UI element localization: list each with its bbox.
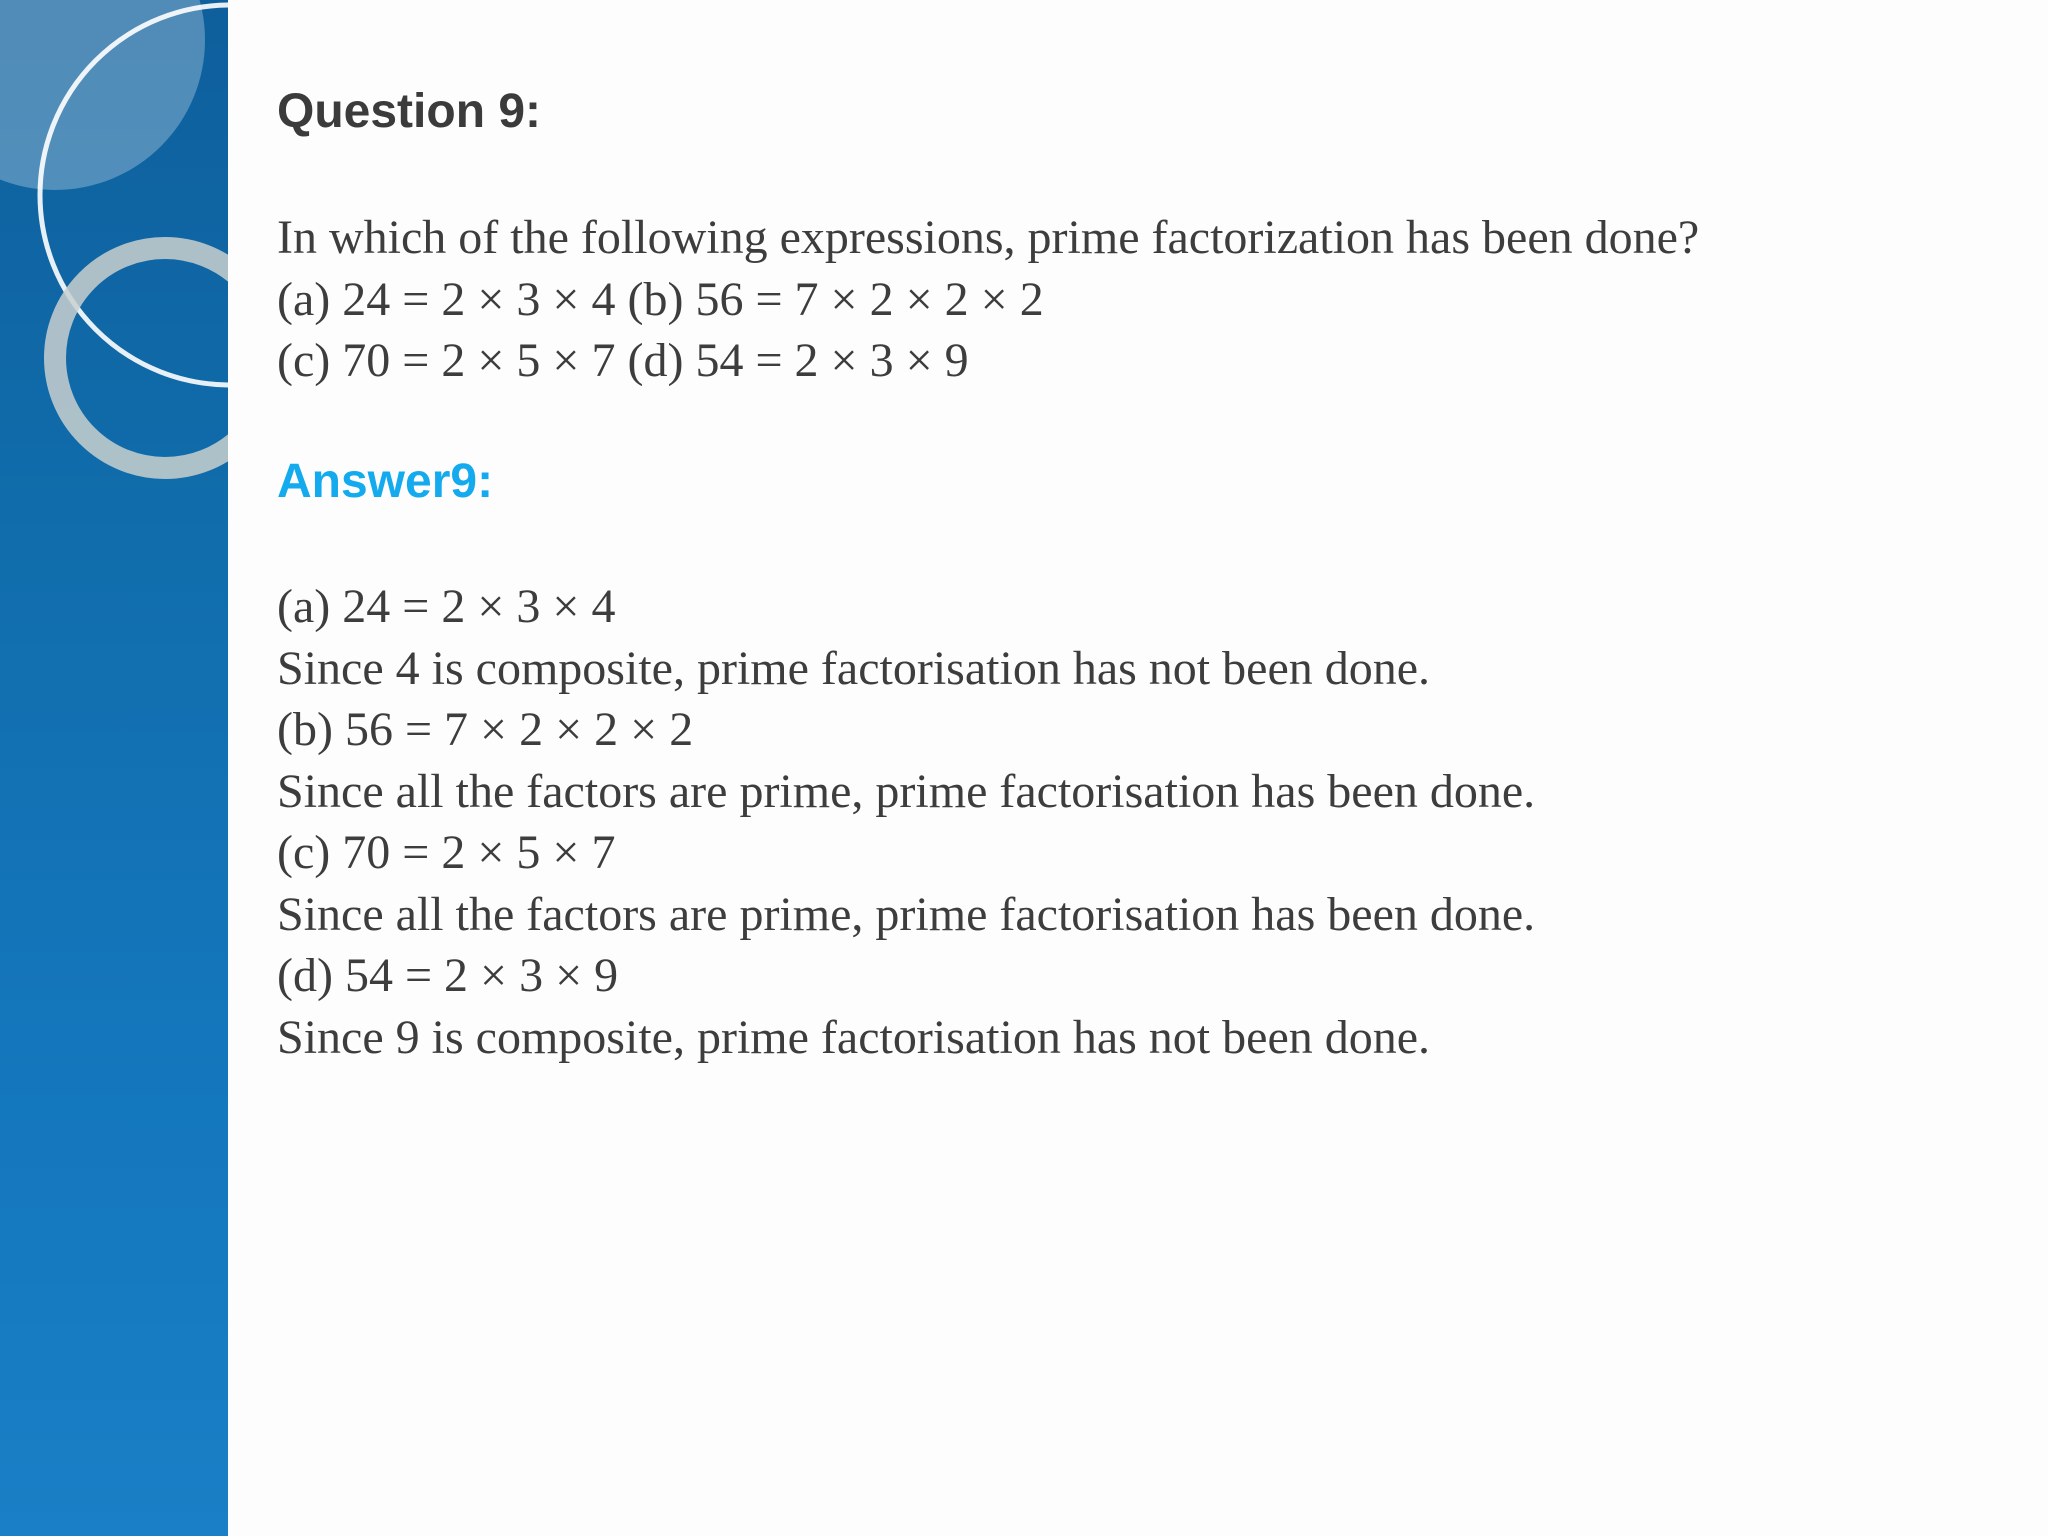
decorative-sidebar xyxy=(0,0,228,1536)
answer-line: Since 4 is composite, prime factorisation has not been done. xyxy=(277,641,1431,695)
sidebar-circles-decoration xyxy=(0,0,228,1536)
question-text xyxy=(277,207,1699,392)
answer-line: (b) 56 = 7 × 2 × 2 × 2 xyxy=(277,703,694,756)
sidebar-translucent-circle xyxy=(0,0,205,190)
sidebar-gray-ring xyxy=(55,248,228,468)
answer-line: Since all the factors are prime, prime factorisation has been done. xyxy=(277,887,1536,941)
question-heading: Question 9: xyxy=(277,85,542,138)
question-line: (a) 24 = 2 × 3 × 4 (b) 56 = 7 × 2 × 2 × 2 xyxy=(277,272,1044,326)
answer-line: (d) 54 = 2 × 3 × 9 xyxy=(277,949,619,1002)
answer-line: (c) 70 = 2 × 5 × 7 xyxy=(277,826,616,879)
question-line: (c) 70 = 2 × 5 × 7 (d) 54 = 2 × 3 × 9 xyxy=(277,334,969,387)
slide-content xyxy=(277,0,2017,1536)
question-line: In which of the following expressions, prime factorization has been done? xyxy=(277,211,1700,264)
answer-text xyxy=(277,576,1535,1068)
answer-line: Since 9 is composite, prime factorisation has not been done. xyxy=(277,1010,1431,1064)
answer-heading: Answer9: xyxy=(277,455,494,508)
answer-line: Since all the factors are prime, prime factorisation has been done. xyxy=(277,764,1536,818)
answer-line: (a) 24 = 2 × 3 × 4 xyxy=(277,580,616,633)
